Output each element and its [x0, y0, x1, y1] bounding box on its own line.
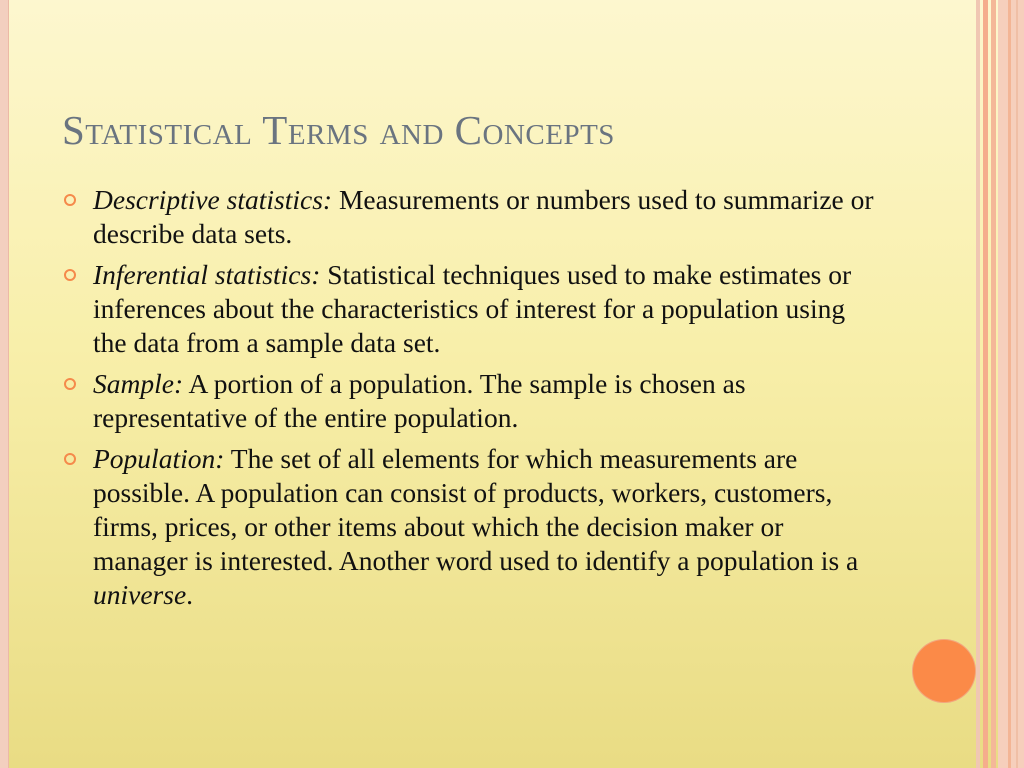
- bullet-ring-icon: [64, 453, 76, 465]
- term-definition: The set of all elements for which measurements are possible. A population can consist of products, workers, customers, firms, prices, or other items about which the decision maker or manager is interested. Another word used to identify a population is a: [93, 443, 859, 576]
- left-border-stripe: [0, 0, 9, 768]
- right-border-stripe: [976, 0, 980, 768]
- term-label: Descriptive statistics:: [93, 184, 333, 215]
- bullet-ring-icon: [64, 194, 76, 206]
- bullet-ring-icon: [64, 269, 76, 281]
- bullet-inferential-statistics: [62, 258, 882, 360]
- bullet-ring-icon: [64, 378, 76, 390]
- term-definition: Measurements or numbers used to summarize or describe data sets.: [93, 184, 874, 249]
- right-border-stripe: [983, 0, 988, 768]
- right-border-stripe: [1016, 0, 1018, 768]
- right-border-stripe: [1008, 0, 1011, 768]
- term-label: Inferential statistics:: [93, 259, 321, 290]
- right-border-stripe: [991, 0, 996, 768]
- bullet-list: [62, 183, 882, 619]
- decorative-circle: [913, 640, 975, 702]
- term-definition: A portion of a population. The sample is chosen as representative of the entire population.: [93, 368, 746, 433]
- term-universe: universe: [93, 579, 187, 610]
- term-label: Sample:: [93, 368, 184, 399]
- term-definition: Statistical techniques used to make estimates or inferences about the characteristics of interest for a population using the data from a sample data set.: [93, 259, 852, 358]
- slide-title: Statistical Terms and Concepts: [62, 107, 615, 153]
- term-label: Population:: [93, 443, 225, 474]
- right-border-stripe: [998, 0, 1024, 768]
- bullet-sample: [62, 367, 882, 435]
- definition-period: .: [186, 579, 194, 610]
- bullet-population: [62, 442, 882, 612]
- bullet-descriptive-statistics: [62, 183, 882, 251]
